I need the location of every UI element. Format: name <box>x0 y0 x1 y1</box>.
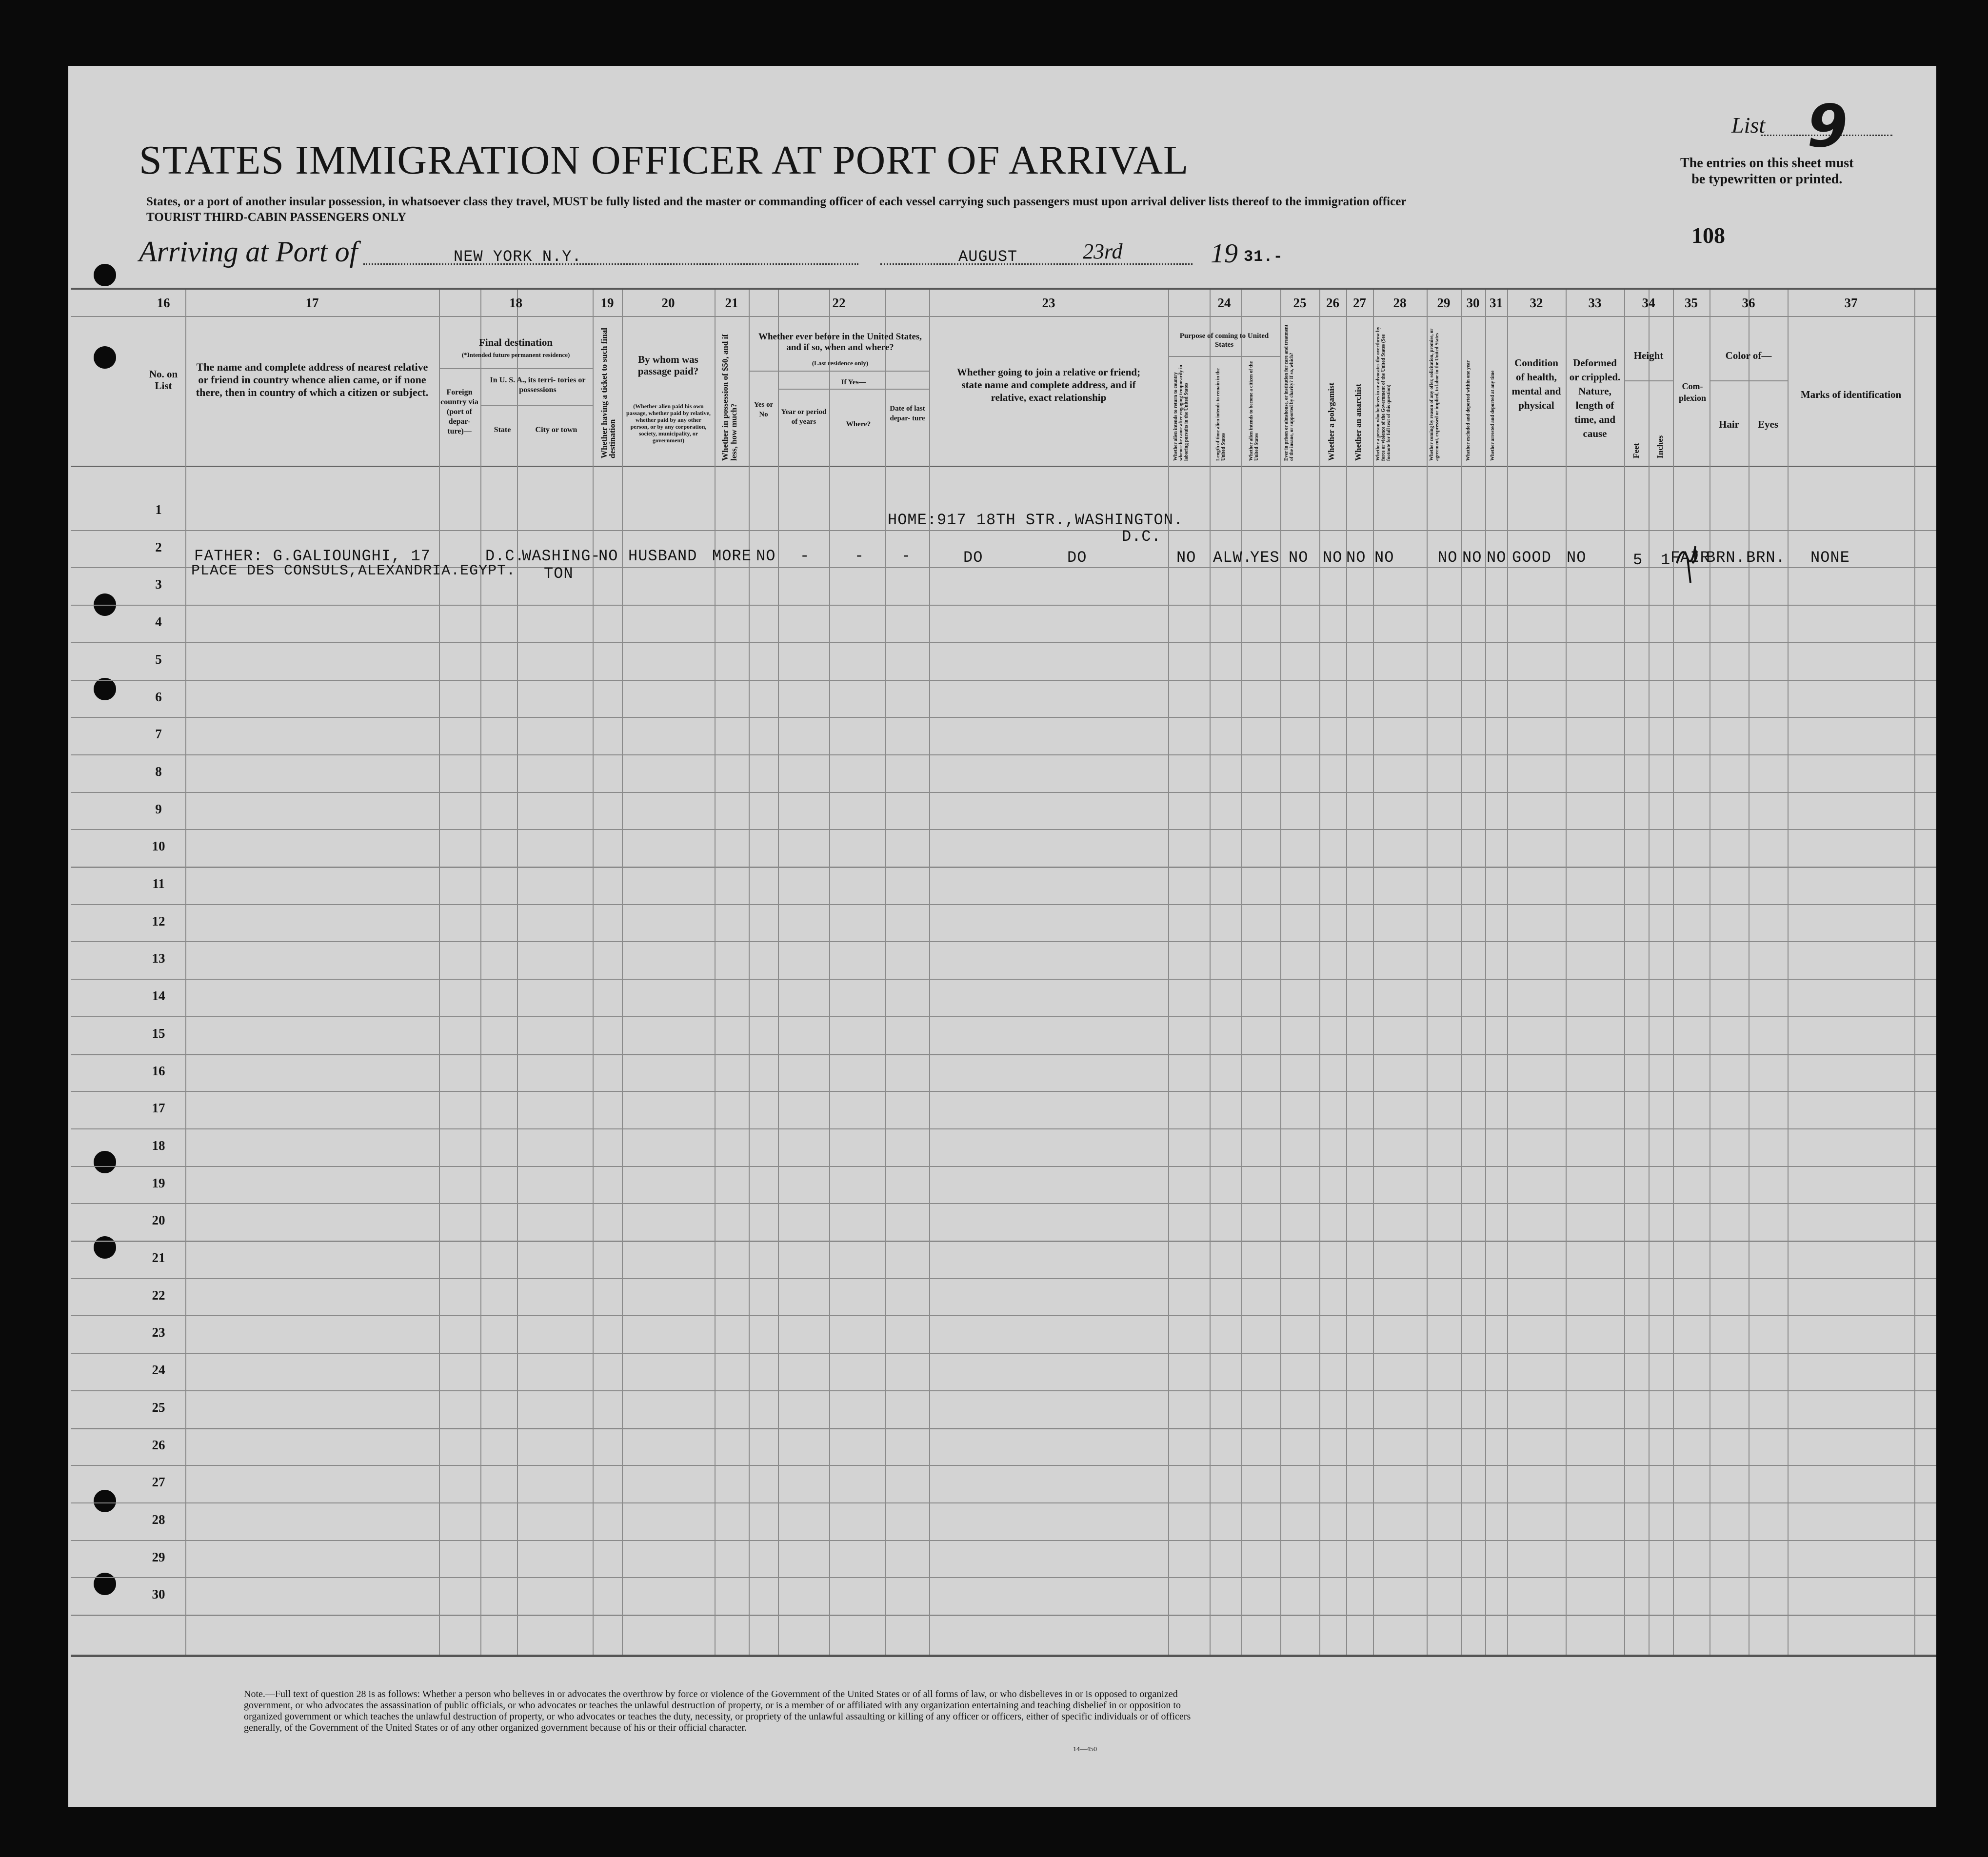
hdr-inches: Inches <box>1655 435 1665 458</box>
colnum-16: 16 <box>157 296 170 310</box>
column-rule <box>1566 290 1567 1655</box>
column-rule <box>622 290 623 1655</box>
entry-before: NO <box>756 547 776 565</box>
punch-hole <box>94 1236 116 1259</box>
entry-eyes: BRN. <box>1746 549 1786 567</box>
column-rule <box>929 290 930 1655</box>
row-rule <box>71 642 1936 643</box>
date-dotted-line <box>880 263 1193 265</box>
entry-health: GOOD <box>1512 549 1551 567</box>
row-rule <box>71 530 1936 531</box>
row-number: 24 <box>152 1363 165 1377</box>
column-rule <box>1788 290 1789 1655</box>
colnum-30: 30 <box>1466 296 1480 310</box>
row-number: 13 <box>152 951 165 966</box>
row-number: 6 <box>155 690 162 704</box>
row-number: 7 <box>155 727 162 741</box>
column-rule <box>593 290 594 1655</box>
row-number: 21 <box>152 1250 165 1265</box>
row-number: 26 <box>152 1438 165 1452</box>
row-number: 17 <box>152 1101 165 1115</box>
row-number: 28 <box>152 1512 165 1527</box>
colnum-31: 31 <box>1490 296 1503 310</box>
colnum-17: 17 <box>305 296 319 310</box>
colnum-21: 21 <box>725 296 738 310</box>
table-top-rule <box>71 288 1936 290</box>
row-rule <box>71 904 1936 905</box>
row-rule <box>71 1054 1936 1055</box>
colnum-33: 33 <box>1588 296 1602 310</box>
hdr-before-note: (Last residence only) <box>812 359 869 367</box>
hdr-foreign-country: Foreign country via (port of depar- ture)— <box>440 388 478 435</box>
entry-ticket: NO <box>598 547 618 565</box>
punch-hole <box>94 346 116 369</box>
entry-money: MORE <box>712 547 752 565</box>
colnum-23: 23 <box>1042 296 1055 310</box>
hdr-feet: Feet <box>1631 443 1641 458</box>
row-rule <box>71 680 1936 681</box>
row-rule <box>71 1390 1936 1391</box>
row-rule <box>71 1465 1936 1466</box>
month-value: AUGUST <box>958 248 1018 266</box>
hdr-purpose-return: Whether alien intends to return to country whence he came after engaging temporarily in laboring pursuits in the United States <box>1173 365 1189 461</box>
row-number: 9 <box>155 802 162 816</box>
hdr-purpose: Purpose of coming to United States <box>1179 332 1269 349</box>
colnum-19: 19 <box>600 296 614 310</box>
colnum-24: 24 <box>1217 296 1231 310</box>
column-rule <box>829 290 830 1655</box>
entry-hair: BRN. <box>1706 549 1746 567</box>
colnum-36: 36 <box>1742 296 1755 310</box>
list-number: 9 <box>1807 93 1848 160</box>
colnum-20: 20 <box>661 296 675 310</box>
row-rule <box>71 1315 1936 1316</box>
if-yes-rule <box>778 389 929 390</box>
row-rule <box>71 1203 1936 1204</box>
colnum-37: 37 <box>1844 296 1858 310</box>
row-rule <box>71 979 1936 980</box>
entry-relative-line2: PLACE DES CONSULS,ALEXANDRIA.EGYPT. <box>191 563 516 579</box>
row-rule <box>71 1128 1936 1129</box>
hdr-state: State <box>494 426 511 434</box>
entry-joining-do2: DO <box>1067 549 1087 567</box>
column-rule <box>1914 290 1915 1655</box>
colnum-34: 34 <box>1642 296 1655 310</box>
entry-q31: NO <box>1487 549 1507 567</box>
list-label: List <box>1731 113 1766 138</box>
colnum-18: 18 <box>509 296 522 310</box>
column-rule <box>885 290 886 1655</box>
hdr-year-period: Year or period of years <box>781 408 827 426</box>
row-rule <box>71 754 1936 755</box>
subtitle-class: TOURIST THIRD-CABIN PASSENGERS ONLY <box>146 211 406 224</box>
column-rule <box>749 290 750 1655</box>
column-rule <box>778 290 779 1655</box>
column-rule <box>1373 290 1374 1655</box>
row-number: 10 <box>152 839 165 853</box>
row-rule <box>71 1166 1936 1167</box>
row-number: 19 <box>152 1176 165 1190</box>
hdr-relative: The name and complete address of nearest relative or friend in country whence alien came, or if none there, then in country of which a citizen or subject. <box>196 361 429 398</box>
hdr-health: Condition of health, mental and physical <box>1511 357 1561 411</box>
hdr-no-on-list: No. on List <box>149 368 178 392</box>
punch-hole <box>94 1490 116 1512</box>
colnum-26: 26 <box>1326 296 1339 310</box>
complexion-handwritten-mark <box>1673 534 1702 588</box>
final-dest-rule <box>439 368 593 369</box>
hdr-complexion: Com- plexion <box>1678 381 1706 403</box>
hdr-marks: Marks of identification <box>1800 389 1902 400</box>
column-rule <box>439 290 440 1655</box>
hdr-passage-note: (Whether alien paid his own passage, whether paid by relative, whether paid by any other person, or by any corporation, society, municipality, or government) <box>626 403 711 444</box>
hdr-q29: Whether coming by reason of any offer, solicitation, promise, or agreement, expressed or implied, to labor in the United States <box>1429 328 1440 461</box>
entry-purpose-return: NO <box>1176 549 1196 567</box>
row-rule <box>71 867 1936 868</box>
hdr-polygamist: Whether a polygamist <box>1327 382 1336 461</box>
row-number: 30 <box>152 1587 165 1601</box>
hdr-anarchist: Whether an anarchist <box>1353 383 1363 461</box>
row-number: 5 <box>155 652 162 667</box>
entry-passage: HUSBAND <box>628 547 697 565</box>
row-number: 11 <box>152 876 165 891</box>
entry-marks: NONE <box>1810 549 1850 567</box>
colnum-25: 25 <box>1293 296 1307 310</box>
before-rule <box>749 371 929 372</box>
column-rule <box>1507 290 1508 1655</box>
purpose-rule <box>1168 356 1280 357</box>
row-rule <box>71 605 1936 606</box>
hdr-purpose-length: Length of time alien intends to remain in the United States <box>1215 368 1226 461</box>
column-rule <box>480 290 481 1655</box>
row-number: 25 <box>152 1400 165 1415</box>
column-rule <box>715 290 716 1655</box>
hdr-where: Where? <box>846 420 871 428</box>
row-rule <box>71 1353 1936 1354</box>
row-rule <box>71 717 1936 718</box>
column-rule <box>185 290 186 1655</box>
colnum-35: 35 <box>1685 296 1698 310</box>
row-number: 2 <box>155 540 162 554</box>
row-rule <box>71 1241 1936 1242</box>
column-rule <box>1485 290 1486 1655</box>
typewritten-note-line2: be typewritten or printed. <box>1691 172 1843 187</box>
colnum-rule <box>71 316 1936 317</box>
column-rule <box>1461 290 1462 1655</box>
row-rule <box>71 1502 1936 1503</box>
entry-date-last: - <box>901 547 912 565</box>
entry-joining-do1: DO <box>963 549 983 567</box>
entry-purpose-length: ALW. <box>1213 549 1252 567</box>
row-number: 14 <box>152 988 165 1003</box>
entry-q28: NO <box>1374 549 1394 567</box>
port-value: NEW YORK N.Y. <box>454 248 582 266</box>
column-rule <box>517 290 518 1655</box>
entry-purpose-citizen: YES <box>1250 549 1280 567</box>
entry-city-line2: TON <box>544 565 574 583</box>
row-number: 20 <box>152 1213 165 1227</box>
footnote-q28: Note.—Full text of question 28 is as follows: Whether a person who believes in or advocates the overthrow by force or violence of the Government of the United States or of all forms of law, or who disbelieves in or is opposed to organized government, or who advocates the assassination of public officials, or who advocates or teaches the unlawful destruction of property, or is a member of or affiliated with any organization entertaining and teaching disbelief in or opposition to organized government or which teaches the unlawful destruction of property, or who advocates or teaches the duty, necessity, or propriety of the unlawful assaulting or killing of any officer or officers, either of specific individuals or of officers generally, of the Government of the United States or of any other organized government because of his or their official character. <box>244 1689 1191 1733</box>
manifest-sheet <box>68 66 1936 1807</box>
punch-hole <box>94 1573 116 1595</box>
punch-hole <box>94 1151 116 1173</box>
entry-prison: NO <box>1289 549 1309 567</box>
typewritten-note <box>1680 155 1853 187</box>
hdr-passage: By whom was passage paid? <box>637 354 699 377</box>
form-number: 14—450 <box>1073 1746 1097 1753</box>
hdr-q31: Whether arrested and deported at any time <box>1490 370 1495 461</box>
row-rule <box>71 1428 1936 1429</box>
column-rule <box>1168 290 1169 1655</box>
hdr-before: Whether ever before in the United States, and if so, when and where? <box>758 332 922 353</box>
row-rule <box>71 1577 1936 1578</box>
entry-q29: NO <box>1438 549 1458 567</box>
hdr-eyes: Eyes <box>1758 418 1778 430</box>
subtitle-instructions: States, or a port of another insular possession, in whatsoever class they travel, MUST be fully listed and the master or commanding officer of each vessel carrying such passengers must upon arrival deliver lists thereof to the immigration officer <box>146 195 1407 208</box>
row-number: 1 <box>155 502 162 517</box>
entry-where: - <box>855 547 865 565</box>
hdr-yes-no: Yes or No <box>754 401 774 418</box>
hdr-final-destination-note: (*Intended future permanent residence) <box>461 351 570 358</box>
entry-anarchist: NO <box>1346 549 1366 567</box>
colnum-28: 28 <box>1393 296 1407 310</box>
hdr-final-destination: Final destination <box>478 336 553 348</box>
row-rule <box>71 1016 1936 1017</box>
page-number: 108 <box>1691 223 1725 248</box>
column-rule <box>1210 290 1211 1655</box>
arriving-label: Arriving at Port of <box>139 236 358 268</box>
column-rule <box>1319 290 1320 1655</box>
hdr-city: City or town <box>535 426 577 434</box>
row-rule <box>71 941 1936 942</box>
row-number: 15 <box>152 1026 165 1041</box>
row-rule <box>71 1540 1936 1541</box>
row-rule <box>71 1278 1936 1279</box>
hdr-height: Height <box>1633 350 1664 361</box>
hdr-joining: Whether going to join a relative or friend; state name and complete address, and if relative, exact relationship <box>956 366 1141 403</box>
entry-state: D.C. <box>485 547 525 565</box>
entry-relative-line1: FATHER: G.GALIOUNGHI, 17 <box>194 547 431 565</box>
entry-year-period: - <box>800 547 810 565</box>
row-rule <box>71 792 1936 793</box>
entry-deformed: NO <box>1567 549 1587 567</box>
colnum-32: 32 <box>1530 296 1543 310</box>
row-number: 18 <box>152 1138 165 1153</box>
hdr-q28: Whether a person who believes in or advocates the overthrow by force or violence of the Government of the United States (See footnote for full text of this question) <box>1375 327 1392 461</box>
column-rule <box>1427 290 1428 1655</box>
row-number: 16 <box>152 1064 165 1078</box>
hdr-date-last: Date of last depar- ture <box>890 405 925 422</box>
entry-city-line1: WASHING- <box>522 547 601 565</box>
punch-hole <box>94 264 116 286</box>
row-rule <box>71 1615 1936 1616</box>
hdr-usa: In U. S. A., its terri- tories or possessions <box>490 376 586 394</box>
hdr-purpose-citizen: Whether alien intends to become a citizen of the United States <box>1249 361 1259 461</box>
usa-rule <box>480 405 593 406</box>
port-dotted-line <box>363 263 858 265</box>
colnum-22: 22 <box>832 296 846 310</box>
year-suffix: 31.- <box>1244 248 1283 266</box>
column-rule <box>1649 290 1650 1655</box>
hdr-color-of: Color of— <box>1725 350 1772 361</box>
typewritten-note-line1: The entries on this sheet must <box>1680 156 1854 171</box>
hdr-hair: Hair <box>1719 418 1739 430</box>
hdr-money: Whether in possession of $50, and if less, how much? <box>720 334 738 461</box>
entry-complexion: FAIR <box>1670 549 1710 567</box>
color-of-rule <box>1710 380 1788 381</box>
colnum-29: 29 <box>1437 296 1451 310</box>
hdr-prison: Ever in prison or almshouse, or institution for care and treatment of the insane, or supported by charity? If so, which? <box>1284 324 1294 461</box>
column-rule <box>1241 290 1242 1655</box>
height-rule <box>1624 380 1673 381</box>
row-number: 3 <box>155 577 162 592</box>
hdr-if-yes: If Yes— <box>841 378 866 386</box>
row-rule <box>71 829 1936 830</box>
hdr-ticket: Whether having a ticket to such final destination <box>599 328 617 458</box>
row-number: 12 <box>152 914 165 928</box>
day-value: 23rd <box>1083 239 1123 263</box>
header-bottom-rule <box>71 466 1936 467</box>
entry-q30: NO <box>1462 549 1482 567</box>
table-bottom-rule <box>71 1655 1936 1657</box>
entry-polygamist: NO <box>1323 549 1343 567</box>
column-rule <box>1673 290 1674 1655</box>
column-rule <box>1624 290 1625 1655</box>
entry-inches: 1 <box>1661 551 1671 569</box>
page-title: STATES IMMIGRATION OFFICER AT PORT OF ARRIVAL <box>139 138 1189 183</box>
row-number: 4 <box>155 614 162 629</box>
row-number: 23 <box>152 1325 165 1340</box>
row-number: 22 <box>152 1288 165 1303</box>
entry-joining-line1: HOME:917 18TH STR.,WASHINGTON. <box>888 511 1184 529</box>
row-number: 8 <box>155 764 162 779</box>
row-number: 29 <box>152 1550 165 1564</box>
column-rule <box>1346 290 1347 1655</box>
entry-feet: 5 <box>1633 551 1643 569</box>
column-rule <box>1280 290 1281 1655</box>
colnum-27: 27 <box>1353 296 1366 310</box>
entry-joining-line2: D.C. <box>1122 528 1161 546</box>
hdr-deformed: Deformed or crippled. Nature, length of time, and cause <box>1569 357 1621 439</box>
year-prefix: 19 <box>1211 238 1238 269</box>
hdr-q30: Whether excluded and deported within one year <box>1466 360 1471 461</box>
row-rule <box>71 1091 1936 1092</box>
row-number: 27 <box>152 1475 165 1489</box>
